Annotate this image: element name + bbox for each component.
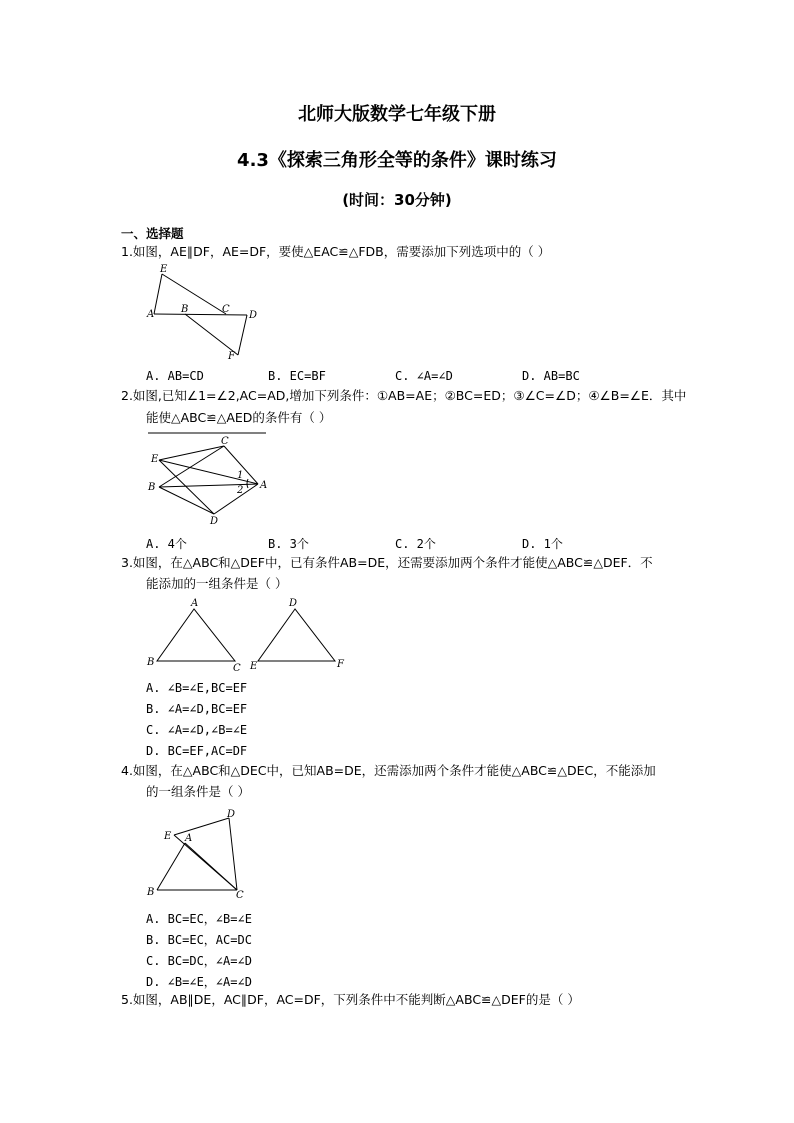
q2-option-c: C. 2个	[395, 537, 436, 551]
label-C: C	[222, 304, 230, 315]
question-3-text-1: 3.如图，在△ABC和△DEF中，已有条件AB=DE，还需要添加两个条件才能使△ABC≌△DEF．不	[121, 555, 653, 570]
question-1-text: 1.如图，AE∥DF，AE=DF，要使△EAC≌△FDB，需要添加下列选项中的（ ）	[121, 244, 551, 259]
q1-option-d: D. AB=BC	[522, 369, 580, 383]
question-2-figure	[146, 430, 270, 526]
q2-option-b: B. 3个	[268, 537, 309, 551]
q1-option-b: B. EC=BF	[268, 369, 326, 383]
section-heading: 一、选择题	[121, 226, 184, 241]
q1-option-a: A. AB=CD	[146, 369, 204, 383]
label-A: A	[185, 833, 193, 844]
document-subtitle: 4.3《探索三角形全等的条件》课时练习	[237, 150, 557, 171]
angle-2-label: 2	[237, 485, 244, 496]
question-2-text-2: 能使△ABC≌△AED的条件有（ ）	[146, 410, 332, 425]
label-B: B	[147, 657, 155, 668]
document-title: 北师大版数学七年级下册	[298, 104, 496, 125]
label-A: A	[147, 309, 155, 320]
q3-option-a: A. ∠B=∠E,BC=EF	[146, 681, 248, 695]
q4-option-d: D. ∠B=∠E，∠A=∠D	[146, 975, 252, 989]
question-4-text-1: 4.如图，在△ABC和△DEC中，已知AB=DE，还需添加两个条件才能使△ABC≌△DEC，不能添加	[121, 763, 656, 778]
label-C: C	[233, 663, 241, 674]
q4-option-c: C. BC=DC，∠A=∠D	[146, 954, 252, 968]
question-3-text-2: 能添加的一组条件是（ ）	[146, 576, 288, 591]
label-A: A	[260, 480, 268, 491]
q3-option-c: C. ∠A=∠D,∠B=∠E	[146, 723, 248, 737]
time-limit: (时间：30分钟)	[342, 191, 452, 209]
label-D: D	[210, 516, 219, 526]
q3-option-d: D. BC=EF,AC=DF	[146, 744, 248, 758]
label-A: A	[191, 598, 199, 609]
label-F: F	[228, 351, 235, 362]
question-1-figure	[145, 262, 265, 364]
label-B: B	[147, 887, 155, 898]
label-F: F	[337, 659, 344, 670]
label-C: C	[236, 890, 244, 901]
label-E: E	[164, 831, 172, 842]
label-B: B	[181, 304, 189, 315]
angle-1-label: 1	[237, 470, 244, 481]
q2-option-a: A. 4个	[146, 537, 187, 551]
q2-option-d: D. 1个	[522, 537, 563, 551]
label-B: B	[148, 482, 156, 493]
question-2-text-1: 2.如图,已知∠1=∠2,AC=AD,增加下列条件：①AB=AE；②BC=ED；③∠C=∠D；④∠B=∠E．其中	[121, 388, 687, 403]
label-D: D	[289, 598, 298, 609]
label-E: E	[151, 454, 159, 465]
label-E: E	[160, 264, 168, 275]
question-3-figure	[145, 595, 350, 675]
question-5-text: 5.如图，AB∥DE，AC∥DF，AC=DF，下列条件中不能判断△ABC≌△DEF的是（ ）	[121, 992, 580, 1007]
q1-option-c: C. ∠A=∠D	[395, 369, 453, 383]
question-4-figure	[145, 806, 255, 902]
q3-option-b: B. ∠A=∠D,BC=EF	[146, 702, 248, 716]
question-4-text-2: 的一组条件是（ ）	[146, 784, 250, 799]
q4-option-a: A. BC=EC，∠B=∠E	[146, 912, 252, 926]
label-C: C	[221, 436, 229, 447]
label-D: D	[227, 809, 236, 820]
label-E: E	[250, 661, 258, 672]
label-D: D	[249, 310, 258, 321]
q4-option-b: B. BC=EC，AC=DC	[146, 933, 252, 947]
